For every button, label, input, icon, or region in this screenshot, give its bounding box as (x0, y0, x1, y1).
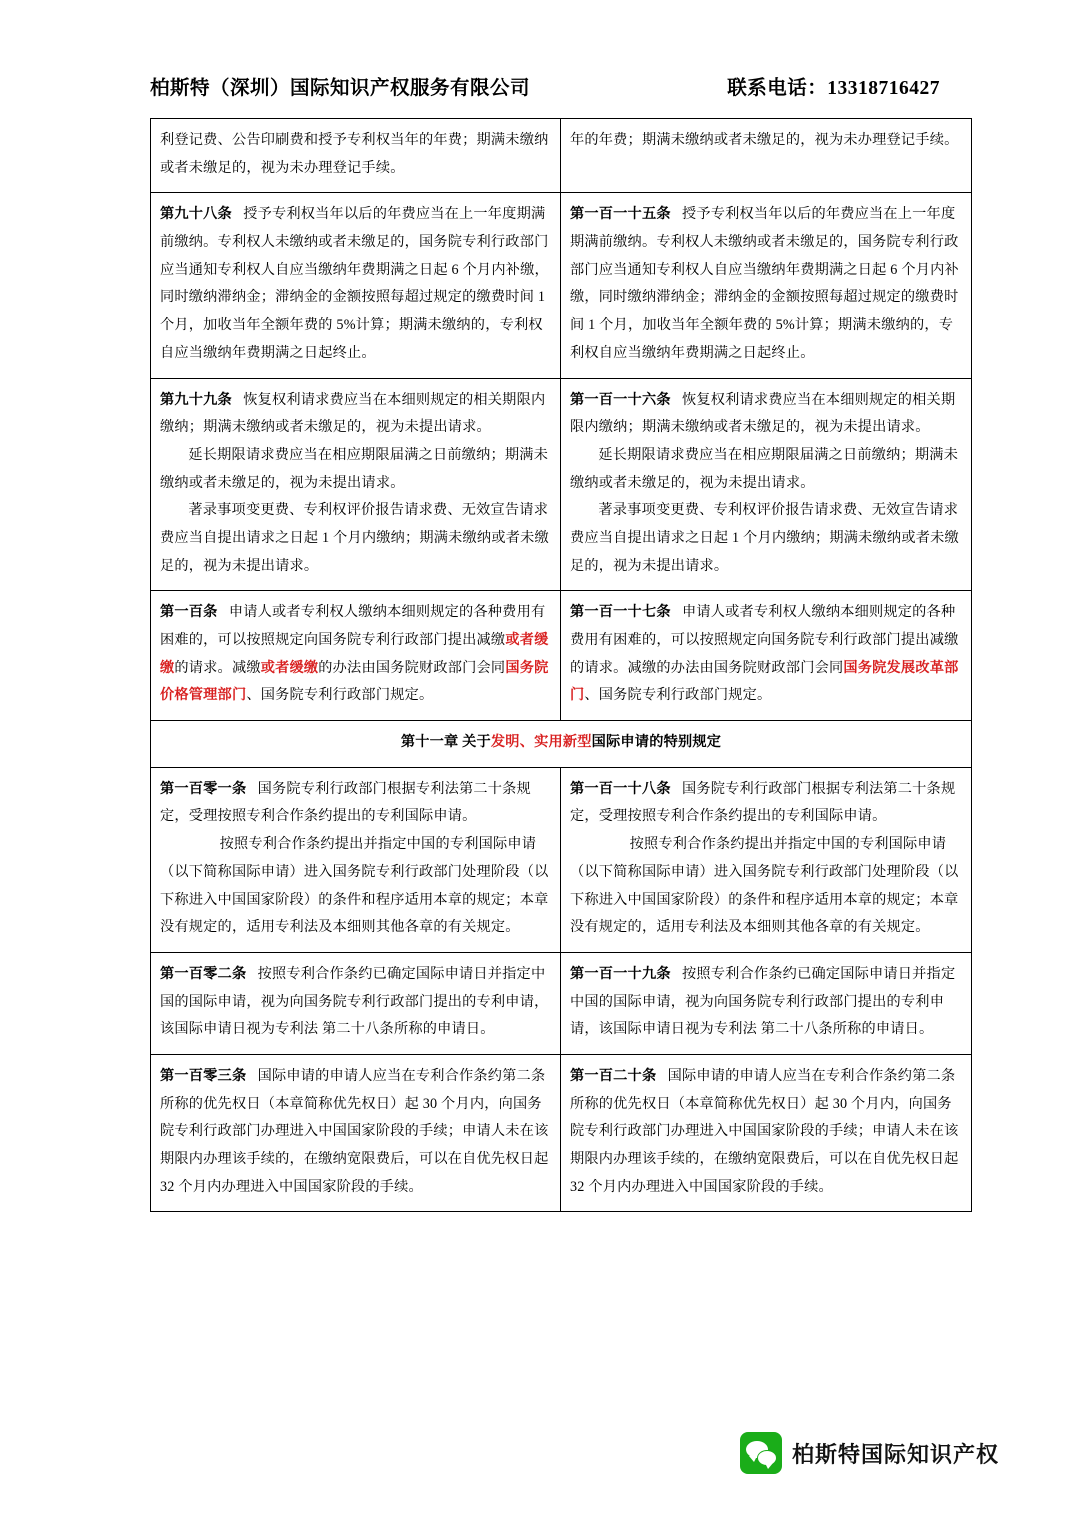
chapter-suffix: 国际申请的特别规定 (591, 734, 722, 751)
row3-left-seg1: 申请人或者专利权人缴纳本细则规定的各种费用有困难的，可以按照规定向国务院专利行政部门提出减缴 (160, 604, 546, 648)
row5-right-article-title: 第一百一十九条 (570, 965, 671, 982)
row0-right-para1: 年的年费；期满未缴纳或者未缴足的，视为未办理登记手续。 (570, 132, 959, 148)
row2-right-para2: 延长期限请求费应当在相应期限届满之日前缴纳；期满未缴纳或者未缴足的，视为未提出请求。 (570, 446, 959, 491)
row4-right-para2: 按照专利合作条约提出并指定中国的专利国际申请（以下简称国际申请）进入国务院专利行政部门处理阶段（以下称进入中国国家阶段）的条件和程序适用本章的规定；本章没有规定的，适用专利法及本细则其他各章的有关规定。 (570, 836, 959, 936)
row1-left-cell (151, 193, 561, 378)
row5-left-article-title: 第一百零二条 (160, 965, 247, 982)
row2-left-para2: 延长期限请求费应当在相应期限届满之日前缴纳；期满未缴纳或者未缴足的，视为未提出请求。 (160, 446, 549, 491)
row4-right-article-title: 第一百一十八条 (570, 780, 671, 797)
row6-left-para1: 国际申请的申请人应当在专利合作条约第二条所称的优先权日（本章简称优先权日）起 30 个月内，向国务院专利行政部门办理进入中国国家阶段的手续；申请人未在该期限内办理该手续的，在缴纳宽限费后，可以在自优先权日起 32 个月内办理进入中国国家阶段的手续。 (160, 1067, 549, 1195)
row3-right-seg2: 、国务院专利行政部门规定。 (584, 687, 772, 704)
row4-left-article-title: 第一百零一条 (160, 780, 247, 797)
row0-left-para1: 利登记费、公告印刷费和授予专利权当年的年费；期满未缴纳或者未缴足的，视为未办理登记手续。 (160, 132, 549, 176)
row3-right-cell (561, 591, 972, 721)
row2-left-body (160, 387, 551, 442)
chapter-heading-row (151, 721, 972, 768)
row2-left-article-title: 第九十九条 (160, 391, 232, 408)
row3-right-article-title: 第一百一十七条 (570, 604, 671, 621)
footer-brand (740, 1432, 999, 1474)
row3-left-highlight3: 国务院价格管理部门 (160, 659, 549, 704)
table-row (151, 378, 972, 591)
row5-left-cell (151, 952, 561, 1054)
row1-right-article-title: 第一百一十五条 (570, 206, 671, 223)
row3-left-article-title: 第一百条 (160, 604, 218, 621)
row6-left-article-title: 第一百零三条 (160, 1067, 247, 1084)
row3-right-seg1: 申请人或者专利权人缴纳本细则规定的各种费用有困难的，可以按照规定向国务院专利行政部门提出减缴的请求。减缴的办法由国务院财政部门会同 (570, 604, 959, 676)
contact-phone: 联系电话：13318716427 (727, 78, 940, 99)
row3-left-highlight1: 或者缓缴 (160, 632, 549, 676)
row6-left-body (160, 1063, 551, 1201)
row6-right-para1: 国际申请的申请人应当在专利合作条约第二条所称的优先权日（本章简称优先权日）起 30 个月内，向国务院专利行政部门办理进入中国国家阶段的手续；申请人未在该期限内办理该手续的，在缴纳宽限费后，可以在自优先权日起 32 个月内办理进入中国国家阶段的手续。 (570, 1067, 959, 1195)
row3-left-seg2: 的请求。减缴 (174, 659, 261, 676)
row6-right-body (570, 1063, 962, 1201)
row3-left-seg4: 、国务院专利行政部门规定。 (246, 687, 434, 704)
row3-left-highlight2: 或者缓缴 (260, 659, 319, 676)
row2-right-body (570, 387, 962, 442)
row1-left-para1: 授予专利权当年以后的年费应当在上一年度期满前缴纳。专利权人未缴纳或者未缴足的，国务院专利行政部门应当通知专利权人自应当缴纳年费期满之日起 6 个月内补缴，同时缴纳滞纳金；滞纳金的金额按照每超过规定的缴费时间 1 个月，加收当年全额年费的 5%计算；期满未缴纳的，专利权自应当缴纳年费期满之日起终止。 (160, 206, 549, 361)
row3-left-cell (151, 591, 561, 721)
company-name: 柏斯特（深圳）国际知识产权服务有限公司 (150, 78, 531, 99)
row3-left-seg3: 的办法由国务院财政部门会同 (318, 659, 506, 676)
row6-left-cell (151, 1054, 561, 1211)
row2-left-cell (151, 378, 561, 591)
row0-right-cell (561, 119, 972, 193)
row4-left-para1: 国务院专利行政部门根据专利法第二十条规定，受理按照专利合作条约提出的专利国际申请。 (160, 780, 531, 825)
row3-right-body (570, 599, 962, 710)
row0-left-cell (151, 119, 561, 193)
chapter-heading-cell (151, 721, 972, 768)
wechat-icon (740, 1432, 782, 1474)
row4-right-body (570, 776, 962, 831)
footer-brand-label: 柏斯特国际知识产权 (792, 1441, 1000, 1467)
row4-left-cell (151, 767, 561, 952)
row5-right-para1: 按照专利合作条约已确定国际申请日并指定中国的国际申请，视为向国务院专利行政部门提出的专利申请，该国际申请日视为专利法 第二十八条所称的申请日。 (570, 965, 956, 1038)
row5-right-cell (561, 952, 972, 1054)
table-row (151, 952, 972, 1054)
row1-left-article-title: 第九十八条 (160, 206, 232, 223)
row5-left-body (160, 961, 551, 1044)
table-row (151, 767, 972, 952)
row1-left-body (160, 201, 551, 367)
row3-right-highlight1: 国务院发展改革部门 (570, 659, 959, 704)
chapter-highlight: 发明、实用新型 (490, 734, 592, 751)
row1-right-cell (561, 193, 972, 378)
row4-right-cell (561, 767, 972, 952)
row3-left-body (160, 599, 551, 710)
row1-right-para1: 授予专利权当年以后的年费应当在上一年度期满前缴纳。专利权人未缴纳或者未缴足的，国务院专利行政部门应当通知专利权人自应当缴纳年费期满之日起 6 个月内补缴，同时缴纳滞纳金；滞纳金的金额按照每超过规定的缴费时间 1 个月，加收当年全额年费的 5%计算；期满未缴纳的，专利权自应当缴纳年费期满之日起终止。 (570, 206, 959, 361)
row6-right-article-title: 第一百二十条 (570, 1067, 657, 1084)
row2-right-article-title: 第一百一十六条 (570, 391, 671, 408)
table-row (151, 119, 972, 193)
row2-right-para1: 恢复权利请求费应当在本细则规定的相关期限内缴纳；期满未缴纳或者未缴足的，视为未提出请求。 (570, 391, 956, 436)
row2-left-para1: 恢复权利请求费应当在本细则规定的相关期限内缴纳；期满未缴纳或者未缴足的，视为未提出请求。 (160, 391, 546, 436)
table-row (151, 1054, 972, 1211)
row4-right-para1: 国务院专利行政部门根据专利法第二十条规定，受理按照专利合作条约提出的专利国际申请。 (570, 780, 956, 825)
row4-left-para2: 按照专利合作条约提出并指定中国的专利国际申请（以下简称国际申请）进入国务院专利行政部门处理阶段（以下称进入中国国家阶段）的条件和程序适用本章的规定；本章没有规定的，适用专利法及本细则其他各章的有关规定。 (160, 836, 549, 936)
row4-left-body (160, 776, 551, 831)
row6-right-cell (561, 1054, 972, 1211)
page-header (150, 72, 940, 100)
row2-left-para3: 著录事项变更费、专利权评价报告请求费、无效宣告请求费应当自提出请求之日起 1 个月内缴纳；期满未缴纳或者未缴足的，视为未提出请求。 (160, 502, 549, 574)
row5-right-body (570, 961, 962, 1044)
row2-right-para3: 著录事项变更费、专利权评价报告请求费、无效宣告请求费应当自提出请求之日起 1 个月内缴纳；期满未缴纳或者未缴足的，视为未提出请求。 (570, 502, 959, 574)
chapter-prefix: 第十一章 关于 (400, 734, 491, 751)
table-row (151, 193, 972, 378)
row5-left-para1: 按照专利合作条约已确定国际申请日并指定中国的国际申请，视为向国务院专利行政部门提出的专利申请，该国际申请日视为专利法 第二十八条所称的申请日。 (160, 965, 549, 1038)
row1-right-body (570, 201, 962, 367)
table-row (151, 591, 972, 721)
comparison-table (150, 118, 972, 1212)
row2-right-cell (561, 378, 972, 591)
